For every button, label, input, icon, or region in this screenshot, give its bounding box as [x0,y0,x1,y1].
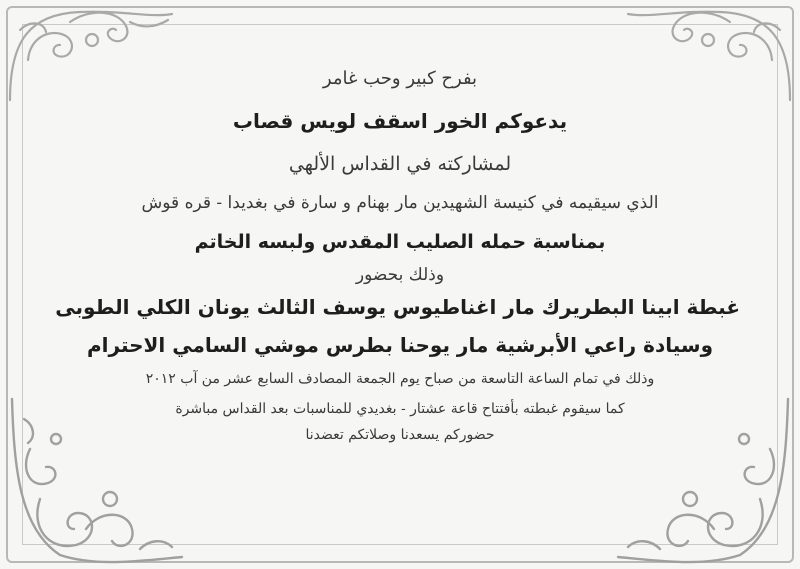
occasion-line: بمناسبة حمله الصليب المقدس ولبسه الخاتم [194,231,606,253]
bishop-line: وسيادة راعي الأبرشية مار يوحنا بطرس موشي السامي الاحترام [87,333,713,357]
host-line: يدعوكم الخور اسقف لويس قصاب [232,109,568,133]
patriarch-line: غبطة ابينا البطريرك مار اغناطيوس يوسف الثالث يونان الكلي الطوبى [55,295,740,319]
opening-line: بفرح كبير وحب غامر [322,68,478,89]
church-line: الذي سيقيمه في كنيسة الشهيدين مار بهنام و سارة في بغديدا - قره قوش [141,193,659,213]
closing-line: حضوركم يسعدنا وصلاتكم تعضدنا [305,427,495,443]
mass-line: لمشاركته في القداس الألهي [288,153,512,175]
invitation-text [55,62,740,443]
attendance-line: وذلك بحضور [355,265,445,285]
hall-opening-line: كما سيقوم غبطته بأفتتاح قاعة عشتار - بغديدي للمناسبات بعد القداس مباشرة [175,401,625,417]
time-line: وذلك في تمام الساعة التاسعة من صباح يوم الجمعة المصادف السابع عشر من آب ٢٠١٢ [145,371,655,387]
